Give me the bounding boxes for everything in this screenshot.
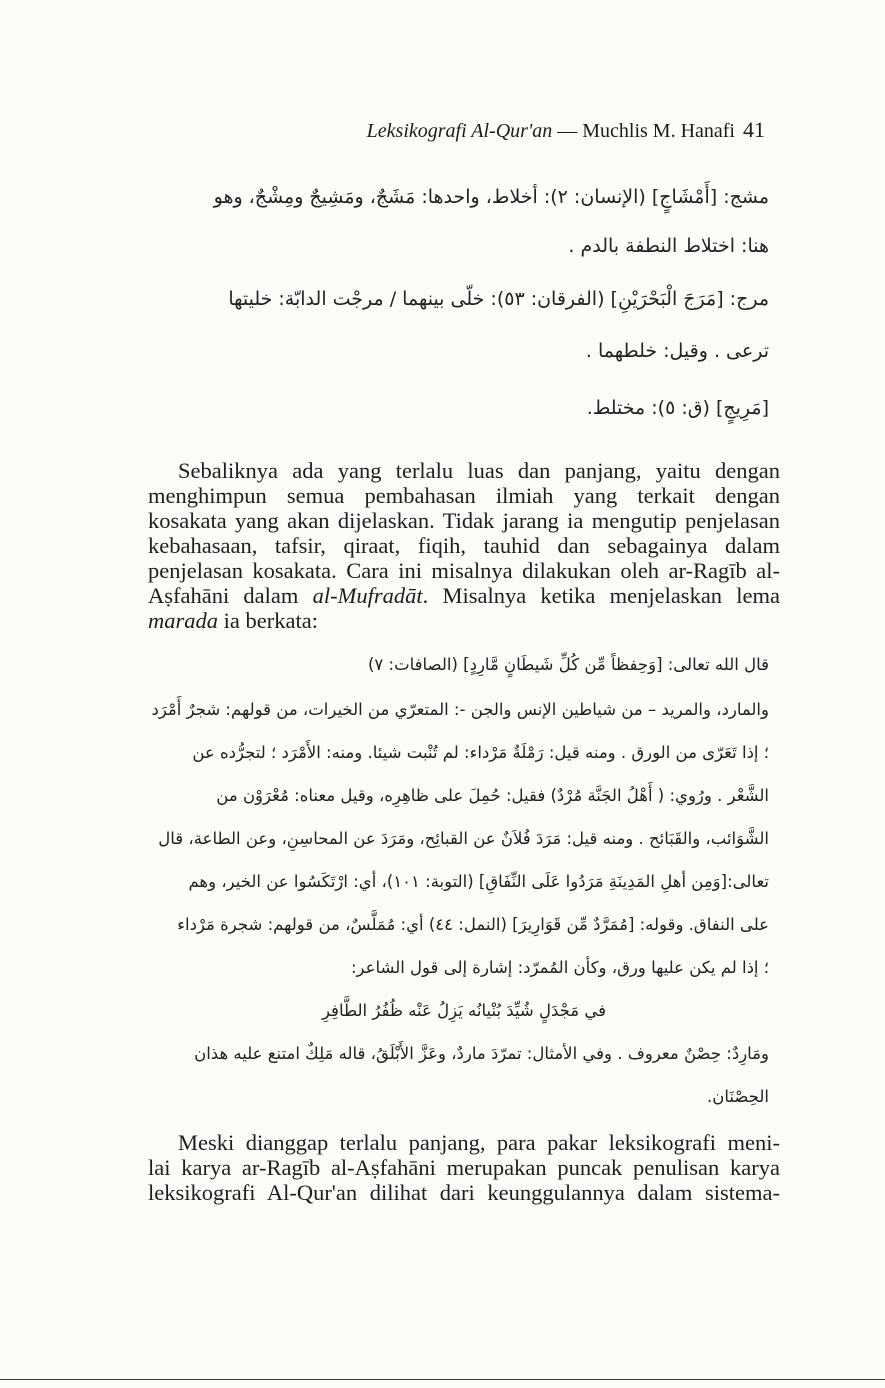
- paragraph-meski: [148, 1130, 780, 1205]
- page-number: 41: [743, 117, 765, 142]
- arabic-line: مشج: [أَمْشَاجٍ] (الإنسان: ٢): أخلاط، واحدها: مَشَجٌ، ومَشِيجٌ ومِشْجٌ، وهو: [213, 186, 769, 208]
- paragraph-line: Meski dianggap terlalu panjang, para pakar leksikografi meni-: [178, 1130, 780, 1155]
- paragraph-sebaliknya: [148, 458, 780, 633]
- arabic-line: الحِصْنَان.: [707, 1087, 769, 1106]
- arabic-line: قال الله تعالى: [وَحِفظاً مِّن كُلِّ شَيطَانٍ مَّارِدٍ] (الصافات: ٧): [367, 655, 769, 674]
- paragraph-line: Sebaliknya ada yang terlalu luas dan panjang, yaitu dengan: [178, 458, 780, 483]
- running-header: [367, 117, 765, 143]
- arabic-line: ومَارِدٌ: حِصْنٌ معروف . وفي الأمثال: تمرّدَ ماردٌ، وعَزَّ الأَبْلَقُ، قاله مَلِكٌ امتنع عليه هذان: [194, 1044, 769, 1063]
- arabic-line: والمارد، والمريد – من شياطين الإنس والجن -: المتعرّي من الخيرات، من قولهم: شجرٌ أَمْرَد: [151, 700, 769, 719]
- poetry-verse: في مَجْدَلٍ شُيِّدَ بُنْيانُه يَزِلُ عَنْه ظُفُرُ الطَّافِرِ: [321, 1001, 607, 1020]
- paragraph-line: kebahasaan, tafsir, qiraat, fiqih, tauhid dan sebagainya dalam: [148, 533, 780, 558]
- text-run: ia berkata:: [218, 608, 318, 633]
- lemma-italic: marada: [148, 608, 219, 633]
- paragraph-line: lai karya ar-Ragīb al-Aṣfahāni merupakan puncak penulisan karya: [148, 1155, 780, 1180]
- book-title: Leksikografi Al-Qur'an: [366, 120, 553, 142]
- paragraph-line: [148, 608, 780, 633]
- arabic-line: الشَّوَائب، والقَبَائح . ومنه قيل: مَرَدَ فُلاَنٌ عن القبائِح، ومَرَدَ عن المحاسِنِ، وعن الطاعة، قال: [158, 829, 769, 848]
- text-run: Aṣfahāni dalam: [148, 583, 313, 608]
- paragraph-line: penjelasan kosakata. Cara ini misalnya dilakukan oleh ar-Ragīb al-: [148, 558, 780, 583]
- arabic-line: الشَّعْر . ورُوي: ( أَهْلُ الجَنَّة مُرْدٌ) فقيل: حُمِلَ على ظاهِرِه، وقيل معناه: مُعْرَوْن من: [216, 786, 769, 805]
- arabic-line: [مَرِيجٍ] (ق: ٥): مختلط.: [586, 397, 769, 419]
- arabic-line: ترعى . وقيل: خلطهما .: [585, 340, 769, 362]
- arabic-line: مرج: [مَرَجَ الْبَحْرَيْنِ] (الفرقان: ٥٣): خلّى بينهما / مرجْت الدابّة: خليتها: [228, 288, 769, 310]
- paragraph-line: kosakata yang akan dijelaskan. Tidak jarang ia mengutip penjelasan: [148, 508, 780, 533]
- page-bottom-edge: [0, 1379, 885, 1388]
- paragraph-line: [148, 583, 780, 608]
- book-title-italic: al-Mufradāt: [312, 583, 423, 608]
- paragraph-line: leksikografi Al-Qur'an dilihat dari keunggulannya dalam sistema-: [148, 1180, 780, 1205]
- arabic-line: ؛ إذا لم يكن عليها ورق، وكأن المُمرّد: إشارة إلى قول الشاعر:: [350, 958, 769, 977]
- paragraph-line: menghimpun semua pembahasan ilmiah yang terkait dengan: [148, 483, 780, 508]
- arabic-line: ؛ إذا تَعَرّى من الورق . ومنه قيل: رَمْلَةٌ مَرْداء: لم تُنْبت شيئا. ومنه: الأَمْرَد ؛ لتجرُّده عن: [192, 743, 769, 762]
- arabic-line: تعالى:[وَمِن أهلِ المَدِينَةِ مَرَدُوا عَلَى النِّفَاقِ] (التوبة: ١٠١)، أي: ارْتَكَسُوا عن الخير، وهم: [188, 872, 769, 891]
- arabic-line: على النفاق. وقوله: [مُمَرَّدٌ مِّن قَوَارِيرَ] (النمل: ٤٤) أي: مُمَلَّسٌ، من قولهم: شجرة مَرْداء: [177, 915, 769, 934]
- arabic-line: هنا: اختلاط النطفة بالدم .: [568, 235, 769, 257]
- author-name: — Muchlis M. Hanafi: [552, 120, 735, 142]
- text-run: . Misalnya ketika menjelaskan lema: [422, 583, 780, 608]
